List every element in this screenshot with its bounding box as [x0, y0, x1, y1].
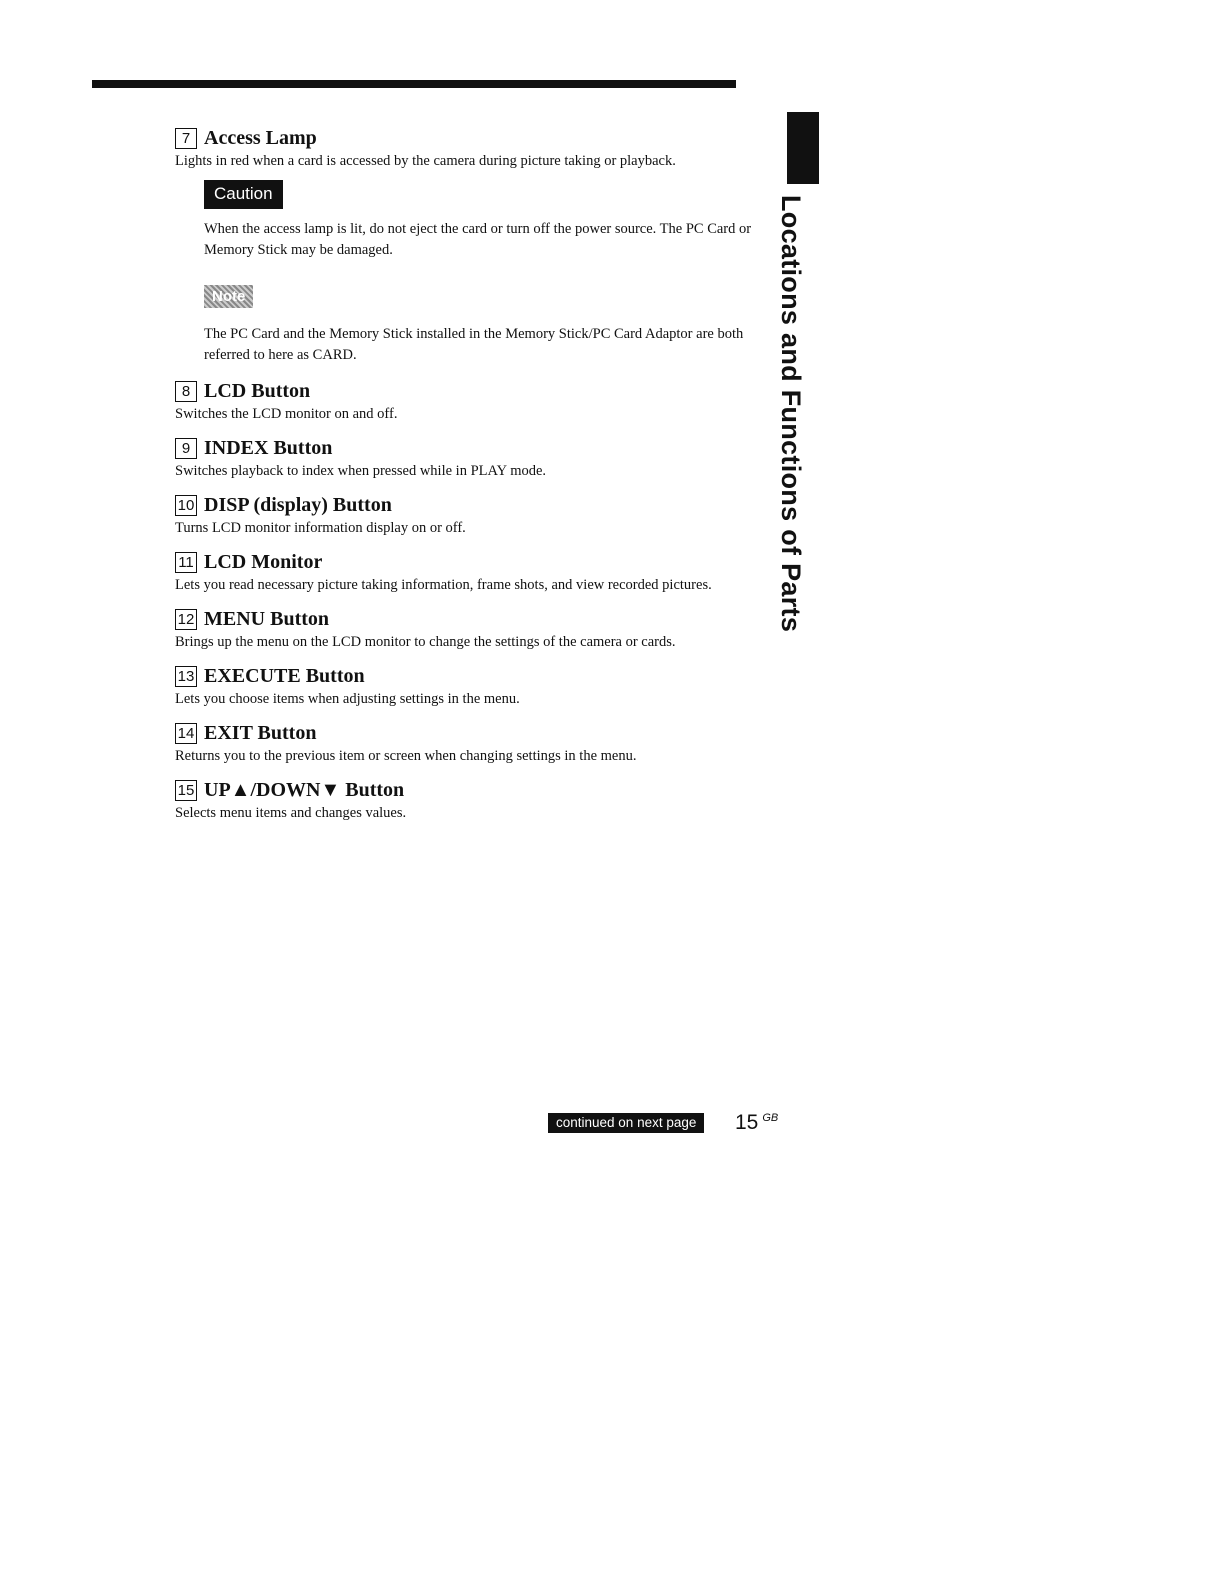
- caution-badge: Caution: [204, 180, 283, 209]
- item-description: Returns you to the previous item or screen when changing settings in the menu.: [175, 748, 637, 764]
- item-number-badge: 13: [175, 666, 197, 687]
- item-title: LCD Monitor: [204, 551, 323, 573]
- item-exit-button: [175, 721, 755, 765]
- item-heading: [175, 721, 755, 745]
- item-heading: [175, 607, 755, 631]
- item-number-badge: 10: [175, 495, 197, 516]
- item-heading: [175, 664, 755, 688]
- item-heading: [175, 379, 755, 403]
- item-title: EXIT Button: [204, 722, 317, 744]
- item-title: MENU Button: [204, 608, 330, 630]
- note-text: The PC Card and the Memory Stick installed in the Memory Stick/PC Card Adaptor are both referred to here as CARD.: [204, 326, 744, 363]
- item-title: Access Lamp: [204, 127, 317, 149]
- item-title: LCD Button: [204, 380, 311, 402]
- item-execute-button: [175, 664, 755, 708]
- item-description: Lights in red when a card is accessed by the camera during picture taking or playback.: [175, 153, 676, 169]
- item-number-badge: 14: [175, 723, 197, 744]
- item-number-badge: 7: [175, 128, 197, 149]
- note-block: [204, 273, 755, 366]
- page-number-value: 15: [735, 1111, 759, 1134]
- item-number-badge: 9: [175, 438, 197, 459]
- item-description: Switches playback to index when pressed while in PLAY mode.: [175, 463, 547, 479]
- page-number: [735, 1111, 778, 1135]
- item-description: Brings up the menu on the LCD monitor to change the settings of the camera or cards.: [175, 634, 676, 650]
- item-heading: [175, 126, 755, 150]
- item-access-lamp: [175, 126, 755, 366]
- item-description: Selects menu items and changes values.: [175, 805, 407, 821]
- item-menu-button: [175, 607, 755, 651]
- item-number-badge: 11: [175, 552, 197, 573]
- item-disp-button: [175, 493, 755, 537]
- item-title: DISP (display) Button: [204, 494, 392, 516]
- item-heading: [175, 436, 755, 460]
- continued-on-next-page-badge: continued on next page: [548, 1113, 704, 1133]
- item-description: Lets you read necessary picture taking information, frame shots, and view recorded pictures.: [175, 577, 712, 593]
- item-description: Turns LCD monitor information display on or off.: [175, 520, 466, 536]
- caution-block: [204, 180, 755, 261]
- item-heading: [175, 778, 755, 802]
- item-heading: [175, 550, 755, 574]
- item-number-badge: 15: [175, 780, 197, 801]
- section-tab-title: Locations and Functions of Parts: [776, 195, 806, 633]
- item-lcd-monitor: [175, 550, 755, 594]
- item-title: EXECUTE Button: [204, 665, 365, 687]
- side-tab-marker: [787, 112, 819, 184]
- item-number-badge: 12: [175, 609, 197, 630]
- item-description: Switches the LCD monitor on and off.: [175, 406, 398, 422]
- top-rule: [92, 80, 736, 88]
- item-lcd-button: [175, 379, 755, 423]
- item-up-down-button: [175, 778, 755, 822]
- item-number-badge: 8: [175, 381, 197, 402]
- item-title: UP▲/DOWN▼ Button: [204, 779, 405, 801]
- note-badge: Note: [204, 285, 253, 308]
- item-index-button: [175, 436, 755, 480]
- caution-text: When the access lamp is lit, do not eject the card or turn off the power source. The PC Card or Memory Stick may be damaged.: [204, 221, 752, 258]
- item-heading: [175, 493, 755, 517]
- page-number-suffix: GB: [762, 1112, 779, 1124]
- main-content: [175, 126, 755, 835]
- item-description: Lets you choose items when adjusting settings in the menu.: [175, 691, 520, 707]
- item-title: INDEX Button: [204, 437, 333, 459]
